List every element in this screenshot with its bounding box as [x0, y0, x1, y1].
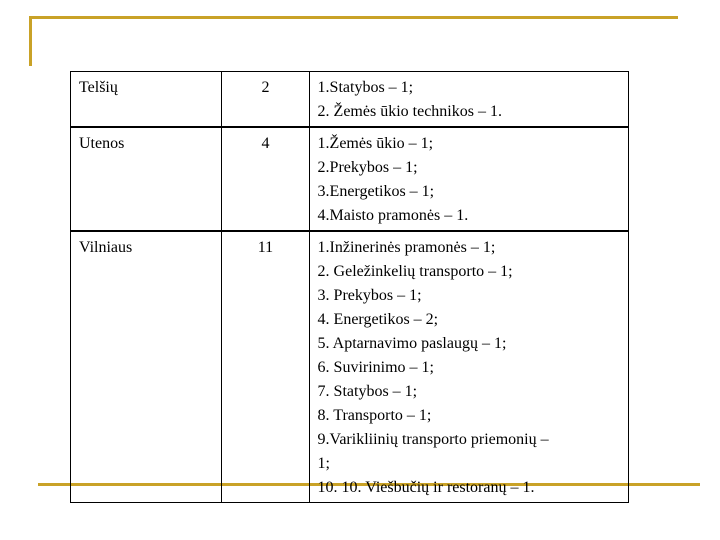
region-count: 2	[222, 72, 309, 128]
list-item: 8. Transporto – 1;	[317, 407, 432, 424]
list-item: 1.Inžinerinės pramonės – 1;	[317, 239, 496, 256]
region-name: Telšių	[71, 72, 222, 128]
list-item: 2. Žemės ūkio technikos – 1.	[317, 103, 502, 120]
table-row	[71, 231, 629, 503]
frame-top-line	[29, 16, 678, 19]
list-item: 9.Varikliinių transporto priemonių –	[317, 431, 549, 448]
sector-list	[309, 231, 628, 503]
list-item: 2. Geležinkelių transporto – 1;	[317, 263, 513, 280]
sector-list	[309, 72, 628, 128]
list-item: 7. Statybos – 1;	[317, 383, 418, 400]
list-item: 4. Energetikos – 2;	[317, 311, 439, 328]
list-item: 2.Prekybos – 1;	[317, 159, 418, 176]
table-row	[71, 72, 629, 128]
list-item: 5. Aptarnavimo paslaugų – 1;	[317, 335, 507, 352]
list-item: 3.Energetikos – 1;	[317, 183, 435, 200]
sector-list	[309, 127, 628, 231]
region-table	[70, 71, 629, 503]
table-row	[71, 127, 629, 231]
region-count: 4	[222, 127, 309, 231]
list-item: 1;	[317, 455, 330, 472]
list-item: 1.Žemės ūkio – 1;	[317, 135, 434, 152]
list-item: 3. Prekybos – 1;	[317, 287, 422, 304]
region-count: 11	[222, 231, 309, 503]
list-item: 4.Maisto pramonės – 1.	[317, 207, 469, 224]
list-item: 1.Statybos – 1;	[317, 79, 414, 96]
region-name: Vilniaus	[71, 231, 222, 503]
list-item: 10. 10. Viešbučių ir restoranų – 1.	[317, 479, 535, 496]
region-name: Utenos	[71, 127, 222, 231]
frame-left-line	[29, 16, 32, 66]
list-item: 6. Suvirinimo – 1;	[317, 359, 434, 376]
